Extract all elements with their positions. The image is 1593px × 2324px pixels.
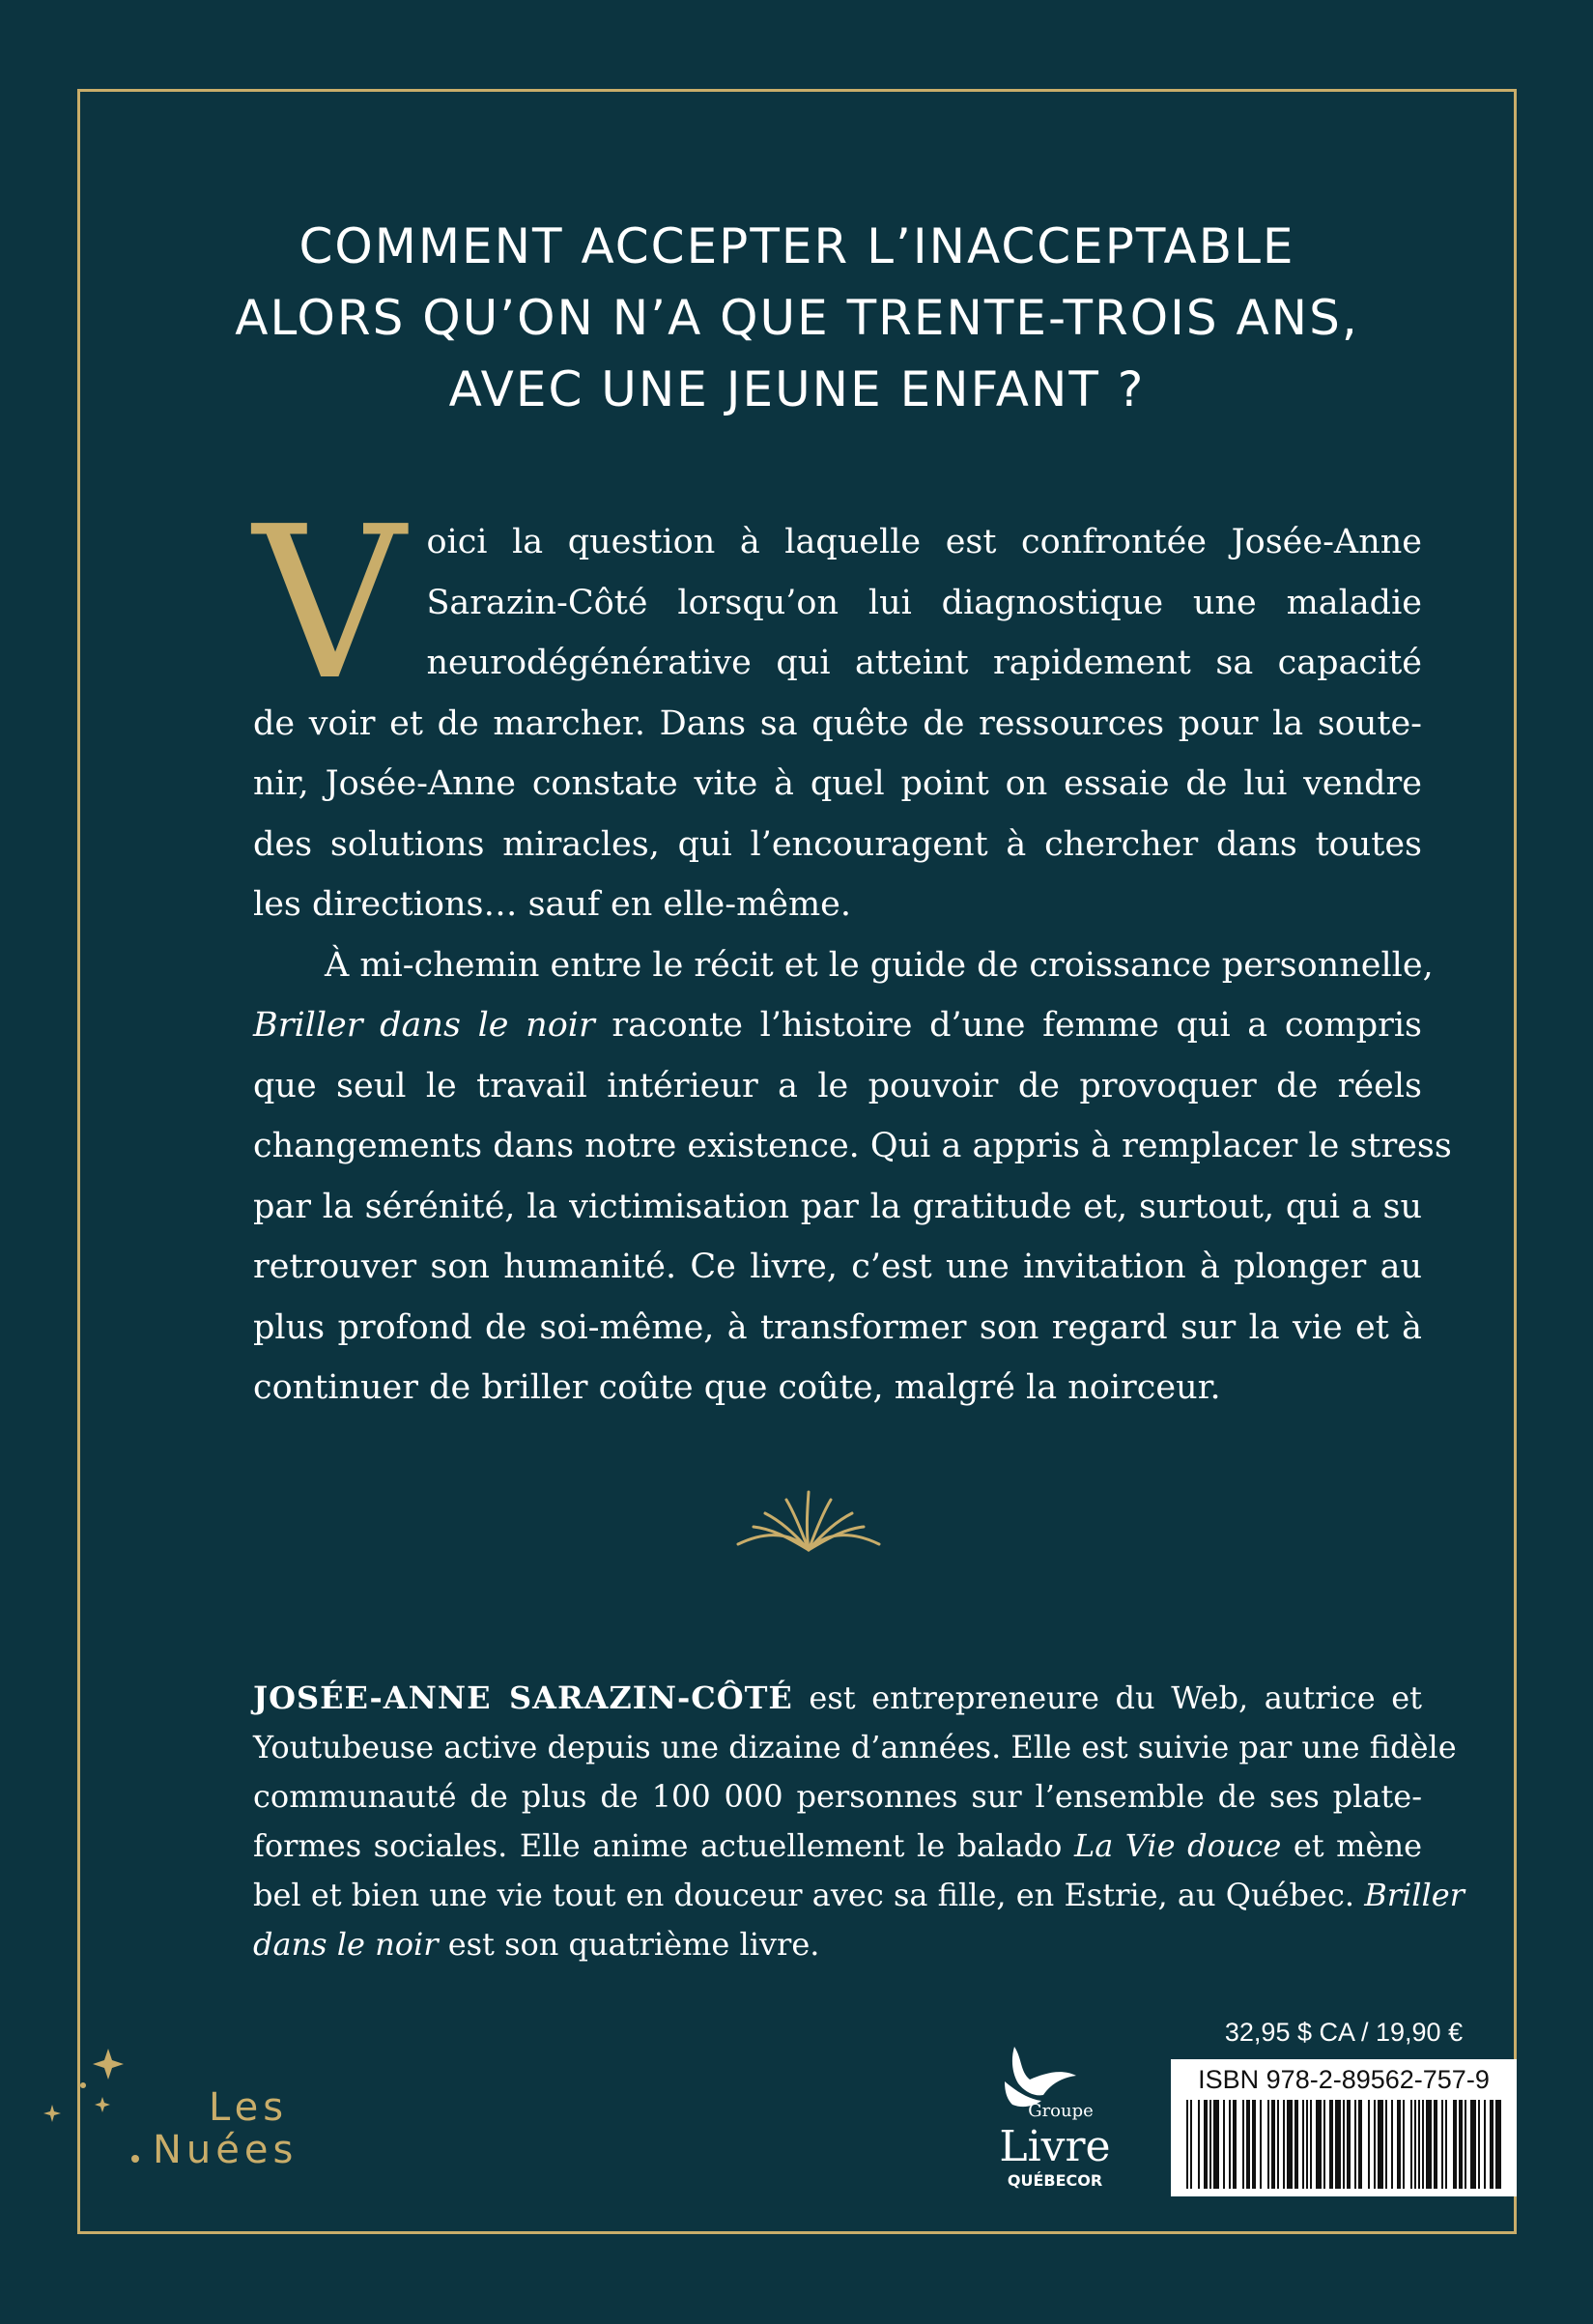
synopsis-line: changements dans notre existence. Qui a appris à remplacer le stress xyxy=(253,1127,1452,1165)
bird-icon xyxy=(1012,2047,1076,2095)
synopsis xyxy=(253,482,1452,1419)
gold-fan-ornament-icon xyxy=(736,1488,881,1556)
barcode-bar xyxy=(1260,2100,1262,2189)
synopsis-line: À mi-chemin entre le récit et le guide de croissance personnelle, xyxy=(325,945,1434,985)
barcode-bar xyxy=(1410,2100,1412,2189)
synopsis-line: neurodégénérative qui atteint rapidement sa capacité xyxy=(426,644,1422,682)
barcode-bar xyxy=(1378,2100,1383,2189)
bio-line: dans le noir est son quatrième livre. xyxy=(253,1926,820,1963)
barcode-bar xyxy=(1495,2100,1501,2189)
author-bio xyxy=(253,1674,1465,1969)
barcode-bar xyxy=(1277,2100,1279,2189)
barcode-bar xyxy=(1294,2100,1298,2189)
synopsis-line: nir, Josée-Anne constate vite à quel point on essaie de lui vendre xyxy=(253,764,1422,803)
barcode-bar xyxy=(1271,2100,1275,2189)
barcode-bar xyxy=(1368,2100,1370,2189)
barcode-bar xyxy=(1198,2100,1200,2189)
synopsis-line: Sarazin-Côté lorsqu’on lui diagnostique une maladie xyxy=(426,583,1422,622)
synopsis-line: les directions… sauf en elle-même. xyxy=(253,885,851,924)
dot-icon xyxy=(131,2155,139,2163)
barcode-bar xyxy=(1434,2100,1437,2189)
headline-line: AVEC UNE JEUNE ENFANT ? xyxy=(448,361,1146,417)
barcode-bar xyxy=(1385,2100,1387,2189)
barcode-bar xyxy=(1306,2100,1308,2189)
barcode-bar xyxy=(1287,2100,1293,2189)
barcode-bar xyxy=(1190,2100,1192,2189)
bio-line: communauté de plus de 100 000 personnes sur l’ensemble de ses plate- xyxy=(253,1778,1422,1815)
synopsis-line: de voir et de marcher. Dans sa quête de ressources pour la soute- xyxy=(253,703,1422,743)
barcode-bar xyxy=(1329,2100,1333,2189)
barcode-bar xyxy=(1229,2100,1231,2189)
dot-icon xyxy=(80,2082,86,2088)
publisher-line3: QUÉBECOR xyxy=(1007,2171,1103,2190)
barcode-bar xyxy=(1358,2100,1362,2189)
barcode-bar xyxy=(1374,2100,1376,2189)
barcode-bar xyxy=(1209,2100,1211,2189)
barcode-bar xyxy=(1484,2100,1486,2189)
publisher-line1: Groupe xyxy=(1028,2101,1094,2121)
barcode-bars xyxy=(1182,2100,1505,2189)
barcode-bar xyxy=(1223,2100,1225,2189)
barcode-bar xyxy=(1267,2100,1269,2189)
barcode-bar xyxy=(1490,2100,1493,2189)
bio-line: formes sociales. Elle anime actuellement le balado La Vie douce et mène xyxy=(253,1827,1423,1864)
barcode-bar xyxy=(1347,2100,1351,2189)
barcode-bar xyxy=(1323,2100,1325,2189)
synopsis-line: que seul le travail intérieur a le pouvoir de provoquer de réels xyxy=(253,1066,1422,1105)
barcode-bar xyxy=(1459,2100,1463,2189)
synopsis-line: plus profond de soi-même, à transformer son regard sur la vie et à xyxy=(253,1307,1422,1347)
sparkle-icon xyxy=(43,2105,61,2122)
series-name-line2: Nuées xyxy=(153,2128,299,2172)
synopsis-line: retrouver son humanité. Ce livre, c’est une invitation à plonger au xyxy=(253,1248,1422,1286)
les-nuees-series-logo xyxy=(39,2047,328,2172)
barcode-bar xyxy=(1397,2100,1401,2189)
synopsis-line: des solutions miracles, qui l’encouragent à chercher dans toutes xyxy=(253,824,1422,864)
synopsis-line: continuer de briller coûte que coûte, malgré la noirceur. xyxy=(253,1368,1221,1407)
barcode-bar xyxy=(1246,2100,1250,2189)
barcode-bar xyxy=(1414,2100,1416,2189)
headline-line: COMMENT ACCEPTER L’INACCEPTABLE xyxy=(299,218,1295,274)
synopsis-line: Briller dans le noir raconte l’histoire d’une femme qui a compris xyxy=(253,1006,1422,1045)
barcode-bar xyxy=(1343,2100,1345,2189)
synopsis-line: par la sérénité, la victimisation par la gratitude et, surtout, qui a su xyxy=(253,1187,1422,1226)
barcode-bar xyxy=(1213,2100,1219,2189)
barcode-bar xyxy=(1418,2100,1420,2189)
sparkle-icon xyxy=(95,2097,110,2112)
barcode-bar xyxy=(1445,2100,1447,2189)
barcode-bar xyxy=(1310,2100,1312,2189)
synopsis-line: oici la question à laquelle est confrontée Josée-Anne xyxy=(426,523,1422,561)
sparkle-icon xyxy=(93,2049,124,2080)
bio-line: JOSÉE-ANNE SARAZIN-CÔTÉ est entrepreneure du Web, autrice et xyxy=(253,1679,1423,1716)
barcode-bar xyxy=(1422,2100,1424,2189)
isbn-text: ISBN 978-2-89562-757-9 xyxy=(1198,2065,1490,2094)
barcode-bar xyxy=(1283,2100,1285,2189)
headline xyxy=(155,211,1439,425)
groupe-livre-quebecor-logo xyxy=(966,2039,1140,2213)
barcode-bar xyxy=(1186,2100,1188,2189)
barcode-bar xyxy=(1470,2100,1476,2189)
barcode-bar xyxy=(1478,2100,1480,2189)
drop-cap: V xyxy=(253,482,406,727)
publisher-line2: Livre xyxy=(999,2122,1111,2171)
barcode-bar xyxy=(1204,2100,1208,2189)
book-title: dans le noir xyxy=(253,1926,439,1963)
barcode-bar xyxy=(1242,2100,1244,2189)
book-title: Briller dans le noir xyxy=(253,1006,595,1045)
barcode-bar xyxy=(1252,2100,1256,2189)
bio-line: Youtubeuse active depuis une dizaine d’années. Elle est suivie par une fidèle xyxy=(253,1729,1457,1765)
barcode-bar xyxy=(1465,2100,1466,2189)
barcode-bar xyxy=(1302,2100,1304,2189)
barcode-bar xyxy=(1391,2100,1393,2189)
barcode-bar xyxy=(1403,2100,1405,2189)
series-name-line1: Les xyxy=(209,2085,289,2130)
podcast-title: La Vie douce xyxy=(1073,1827,1282,1864)
author-name: JOSÉE-ANNE SARAZIN-CÔTÉ xyxy=(253,1679,793,1716)
headline-line: ALORS QU’ON N’A QUE TRENTE-TROIS ANS, xyxy=(235,290,1359,346)
barcode-bar xyxy=(1354,2100,1356,2189)
barcode-bar xyxy=(1335,2100,1341,2189)
price-label: 32,95 $ CA / 19,90 € xyxy=(1224,2018,1464,2047)
barcode-bar xyxy=(1453,2100,1457,2189)
bio-line: bel et bien une vie tout en douceur avec sa fille, en Estrie, au Québec. Briller xyxy=(253,1877,1465,1913)
barcode-bar xyxy=(1426,2100,1432,2189)
book-title: Briller xyxy=(1364,1877,1465,1913)
barcode-bar xyxy=(1316,2100,1322,2189)
isbn-barcode xyxy=(1171,2059,1517,2196)
barcode-bar xyxy=(1233,2100,1237,2189)
barcode-bar xyxy=(1441,2100,1443,2189)
